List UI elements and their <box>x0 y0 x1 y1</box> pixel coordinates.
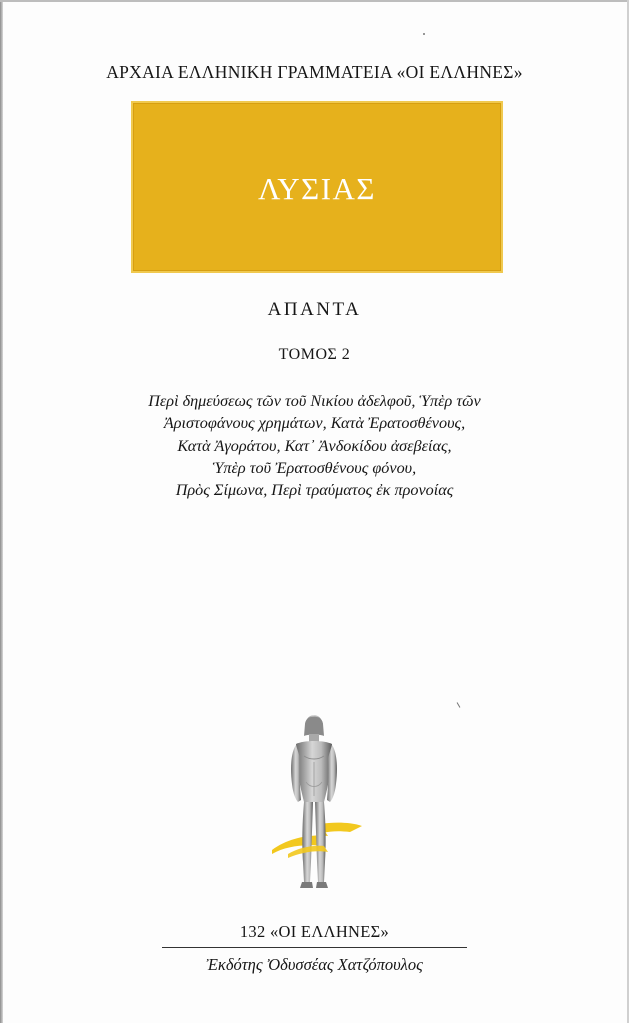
contents-list <box>80 390 549 501</box>
series-title: ΑΡΧΑΙΑ ΕΛΛΗΝΙΚΗ ΓΡΑΜΜΑΤΕΙΑ «ΟΙ ΕΛΛΗΝΕΣ» <box>106 62 523 82</box>
volume-label: ΤΟΜΟΣ 2 <box>278 346 351 363</box>
paper-speck <box>457 702 461 708</box>
publisher-divider <box>162 947 467 948</box>
paper-speck <box>423 33 425 35</box>
author-name: ΛΥΣΙΑΣ <box>258 171 376 206</box>
contents-line: Ὑπὲρ τοῦ Ἐρατοσθένους φόνου, <box>212 458 417 477</box>
contents-line: Κατὰ Ἀγοράτου, Κατ᾽ Ἀνδοκίδου ἀσεβείας, <box>177 436 452 455</box>
kouros-statue-icon <box>258 712 378 902</box>
contents-line: Ἀριστοφάνους χρημάτων, Κατὰ Ἐρατοσθένους, <box>163 414 466 433</box>
contents-line: Περὶ δημεύσεως τῶν τοῦ Νικίου ἀδελφοῦ, Ὑπὲρ τῶν <box>148 392 481 410</box>
series-number: 132 «ΟΙ ΕΛΛΗΝΕΣ» <box>239 922 390 941</box>
work-title: ΑΠΑΝΤΑ <box>267 299 362 320</box>
author-panel <box>131 101 503 273</box>
cover-top-edge <box>0 0 629 2</box>
cover-left-edge <box>0 0 3 1023</box>
contents-line: Πρὸς Σίμωνα, Περὶ τραύματος ἐκ προνοίας <box>175 481 454 500</box>
publisher-line: Ἐκδότης Ὀδυσσέας Χατζόπουλος <box>206 955 423 974</box>
